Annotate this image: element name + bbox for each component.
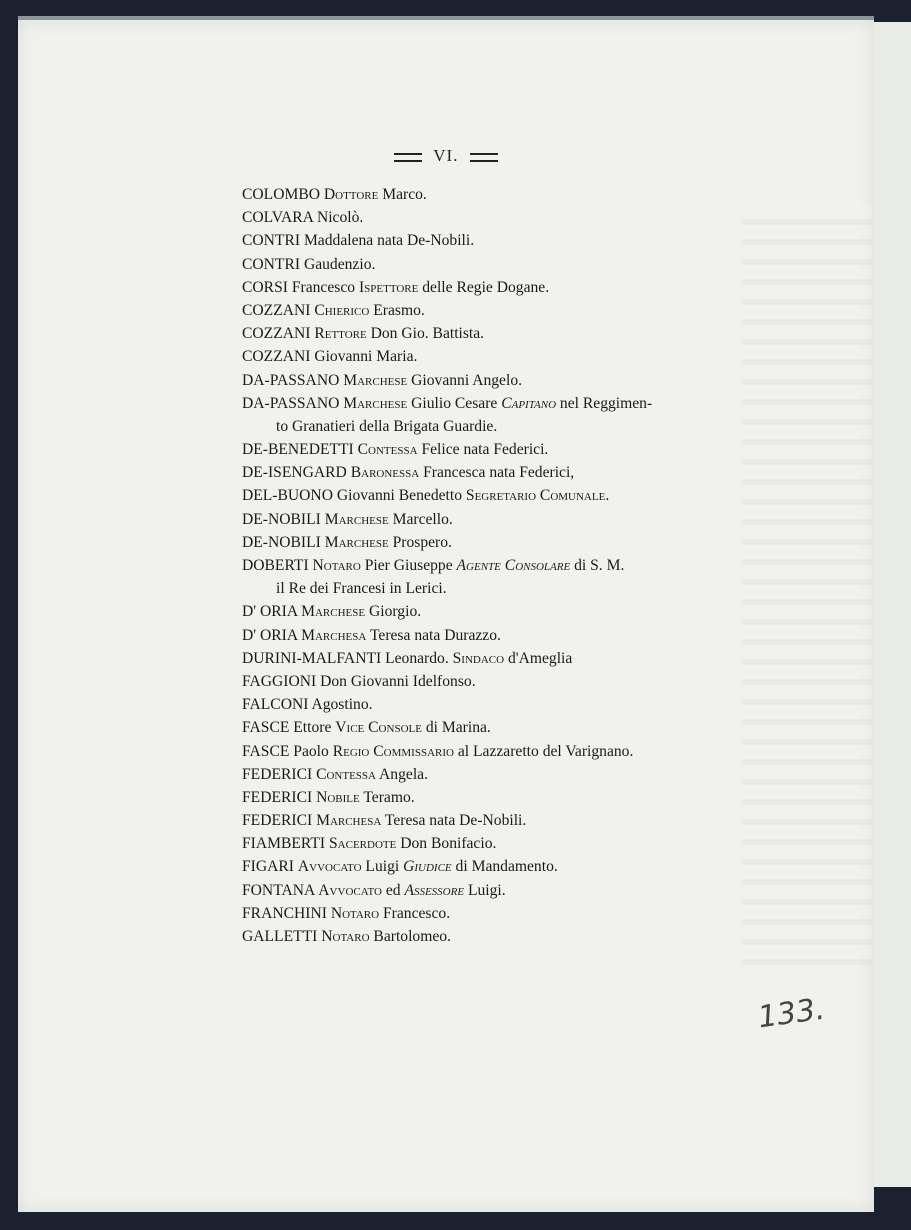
entry-text: to Granatieri della Brigata Guardie. <box>276 417 498 435</box>
entry-text: Avvocato <box>318 881 382 899</box>
entry-text: GALLETTI <box>242 928 322 945</box>
page-header <box>18 146 874 166</box>
entry-text: Francesca nata Federici, <box>419 464 575 482</box>
list-entry <box>242 276 762 299</box>
list-entry <box>242 438 762 461</box>
entry-text: DE-BENEDETTI <box>242 441 358 459</box>
entry-text: Don Gio. Battista. <box>366 325 485 343</box>
entry-text: Marchesa <box>301 626 367 644</box>
entry-text: DE-NOBILI <box>242 510 325 528</box>
list-entry <box>242 322 762 345</box>
entry-text: Don Bonifacio. <box>396 835 497 853</box>
list-entry <box>242 740 762 763</box>
entry-text: Vice Console <box>335 719 422 737</box>
entry-text: D' ORIA <box>242 603 302 621</box>
list-entry <box>242 531 762 554</box>
entry-text: COLOMBO <box>242 186 324 203</box>
entry-text: Agente Consolare <box>456 557 571 574</box>
entry-text: nel Reggimen- <box>556 394 653 412</box>
entry-text: D' ORIA <box>242 626 302 644</box>
list-entry <box>242 299 762 322</box>
list-entry <box>242 763 762 786</box>
entry-text: Luigi. <box>464 881 506 899</box>
list-entry <box>242 484 762 507</box>
entry-text: ed <box>381 881 405 899</box>
entry-text: FEDERICI <box>242 812 317 830</box>
entry-text: DE-ISENGARD <box>242 464 351 482</box>
header-rule-right <box>470 153 498 162</box>
handwritten-page-number: 133. <box>755 991 827 1036</box>
entry-text: FAGGIONI Don Giovanni Idelfonso. <box>242 672 476 690</box>
list-entry <box>242 647 762 670</box>
list-entry <box>242 670 762 693</box>
list-entry <box>242 809 762 832</box>
entry-text: di Mandamento. <box>451 858 558 876</box>
list-entry <box>242 624 762 647</box>
entry-text: DE-NOBILI <box>242 533 325 551</box>
subscriber-list <box>242 183 762 948</box>
list-entry <box>242 600 762 623</box>
entry-text: Marchesa <box>316 812 382 830</box>
entry-text: Teramo. <box>359 788 415 806</box>
list-entry <box>242 832 762 855</box>
entry-text: FASCE Ettore <box>242 719 336 737</box>
entry-text: Marchese <box>343 394 408 412</box>
entry-text: FIAMBERTI <box>242 835 329 853</box>
list-entry <box>242 392 762 415</box>
entry-text: Assessore <box>404 881 465 899</box>
book-page <box>18 16 874 1212</box>
entry-text: Marco. <box>378 186 427 203</box>
entry-text: Giudice <box>403 858 452 876</box>
list-entry <box>242 879 762 902</box>
entry-text: Segretario Comunale <box>465 487 606 505</box>
list-entry <box>242 902 762 925</box>
entry-text: COZZANI Giovanni Maria. <box>242 348 418 366</box>
list-entry <box>242 554 762 577</box>
list-entry <box>242 369 762 392</box>
entry-text: Nobile <box>316 788 360 806</box>
entry-text: CORSI Francesco <box>242 278 359 296</box>
list-entry <box>242 461 762 484</box>
list-entry <box>242 415 762 438</box>
entry-text: DA-PASSANO <box>242 394 344 412</box>
entry-text: al Lazzaretto del Varignano. <box>453 742 634 760</box>
list-entry <box>242 229 762 252</box>
header-rule-left <box>394 153 422 162</box>
list-entry <box>242 345 762 368</box>
entry-text: Dottore <box>323 186 379 203</box>
entry-text: Regio Commissario <box>332 742 454 760</box>
entry-text: Marcello. <box>388 510 453 528</box>
entry-text: il Re dei Francesi in Lerici. <box>276 580 447 598</box>
entry-text: Notaro <box>321 928 370 945</box>
list-entry <box>242 693 762 716</box>
entry-text: Marchese <box>301 603 366 621</box>
list-entry <box>242 786 762 809</box>
entry-text: Bartolomeo. <box>369 928 451 945</box>
entry-text: Giorgio. <box>365 603 422 621</box>
entry-text: FASCE Paolo <box>242 742 333 760</box>
entry-text: Giovanni Angelo. <box>407 371 523 389</box>
entry-text: Giulio Cesare <box>407 394 502 412</box>
list-entry <box>242 206 762 229</box>
entry-text: COZZANI <box>242 301 315 319</box>
entry-text: COZZANI <box>242 325 315 343</box>
entry-text: Francesco. <box>379 904 451 922</box>
entry-text: Prospero. <box>388 533 452 551</box>
entry-text: Chierico <box>314 301 370 319</box>
list-entry <box>242 716 762 739</box>
entry-text: Pier Giuseppe <box>360 557 457 574</box>
entry-text: d'Ameglia <box>504 649 573 667</box>
entry-text: Sacerdote <box>329 835 397 853</box>
list-entry <box>242 183 762 206</box>
entry-text: Ispettore <box>358 278 419 296</box>
entry-text: Notaro <box>312 557 361 574</box>
entry-text: FEDERICI <box>242 788 317 806</box>
entry-text: Capitano <box>501 394 557 412</box>
entry-text: FALCONI Agostino. <box>242 696 373 714</box>
entry-text: Avvocato <box>297 858 362 876</box>
entry-text: Marchese <box>324 510 389 528</box>
entry-text: Rettore <box>314 325 367 343</box>
entry-text: Contessa <box>357 441 418 459</box>
entry-text: Baronessa <box>350 464 420 482</box>
entry-text: CONTRI Gaudenzio. <box>242 255 376 273</box>
list-entry <box>242 855 762 878</box>
entry-text: FRANCHINI <box>242 904 331 922</box>
entry-text: Teresa nata Durazzo. <box>366 626 501 644</box>
entry-text: DOBERTI <box>242 557 313 574</box>
entry-text: FONTANA <box>242 881 319 899</box>
entry-text: Erasmo. <box>369 301 425 319</box>
entry-text: Angela. <box>376 765 428 783</box>
entry-text: Notaro <box>330 904 380 922</box>
header-numeral: VI. <box>433 146 459 165</box>
entry-text: . <box>605 487 610 505</box>
entry-text: Marchese <box>343 371 408 389</box>
entry-text: DURINI-MALFANTI Leonardo. <box>242 649 453 667</box>
entry-text: CONTRI Maddalena nata De-Nobili. <box>242 232 475 250</box>
entry-text: DEL-BUONO Giovanni Benedetto <box>242 487 466 505</box>
entry-text: delle Regie Dogane. <box>418 278 550 296</box>
entry-text: FEDERICI <box>242 765 317 783</box>
entry-text: COLVARA Nicolò. <box>242 209 364 227</box>
entry-text: FIGARI <box>242 858 298 876</box>
entry-text: Contessa <box>316 765 376 783</box>
entry-text: di Marina. <box>421 719 491 737</box>
list-entry <box>242 577 762 600</box>
entry-text: DA-PASSANO <box>242 371 344 389</box>
list-entry <box>242 508 762 531</box>
entry-text: Sindaco <box>452 649 505 667</box>
list-entry <box>242 253 762 276</box>
entry-text: Felice nata Federici. <box>417 441 549 459</box>
entry-text: di S. M. <box>570 557 625 574</box>
entry-text: Luigi <box>361 858 404 876</box>
list-entry <box>242 925 762 948</box>
entry-text: Teresa nata De-Nobili. <box>381 812 527 830</box>
entry-text: Marchese <box>324 533 389 551</box>
